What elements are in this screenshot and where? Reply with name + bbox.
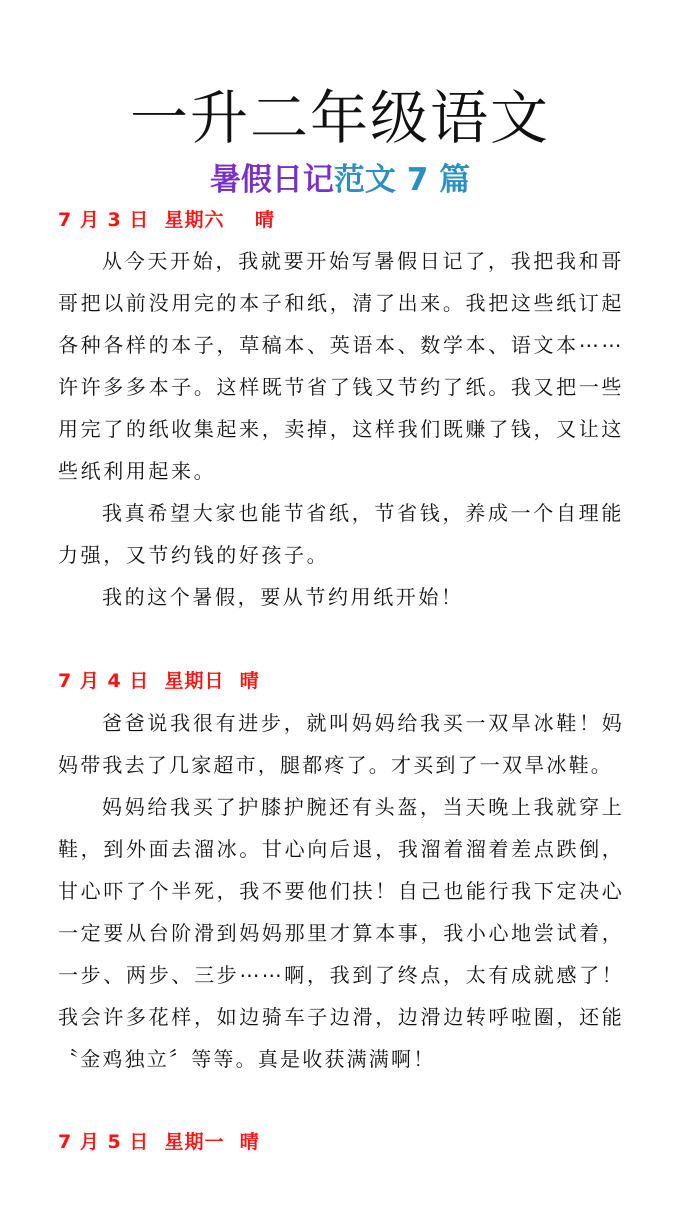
page-subtitle: [0, 158, 680, 202]
entry-2-paragraph-1: 爸爸说我很有进步，就叫妈妈给我买一双旱冰鞋！妈妈带我去了几家超市，腿都疼了。才买到了一双旱冰鞋。: [58, 711, 624, 777]
entry-2-paragraph-2: 妈妈给我买了护膝护腕还有头盔，当天晚上我就穿上鞋，到外面去溜冰。甘心向后退，我溜着溜着差点跌倒，甘心吓了个半死，我不要他们扶！自己也能行我下定决心一定要从台阶滑到妈妈那里才算本事，我小心地尝试着，一步、两步、三步⋯⋯啊，我到了终点，太有成就感了！我会许多花样，如边骑车子边滑，边滑边转呼啦圈，还能〝金鸡独立〞等等。真是收获满满啊！: [58, 795, 624, 1071]
page-title: 一升二年级语文: [129, 84, 550, 152]
entry-date-2: 7 月 4 日 星期日 晴: [58, 670, 260, 692]
entry-date-3: 7 月 5 日 星期一 晴: [58, 1131, 260, 1153]
subtitle-part-2: 范文 7 篇: [333, 162, 471, 198]
entry-1-paragraph-1: 从今天开始，我就要开始写暑假日记了，我把我和哥哥把以前没用完的本子和纸，清了出来。我把这些纸订起各种各样的本子，草稿本、英语本、数学本、语文本⋯⋯许许多多本子。这样既节省了钱又节约了纸。我又把一些用完了的纸收集起来，卖掉，这样我们既赚了钱，又让这些纸利用起来。: [58, 249, 624, 483]
subtitle-part-1: 暑假日记: [209, 162, 334, 198]
entry-1-paragraph-2: 我真希望大家也能节省纸，节省钱，养成一个自理能力强，又节约钱的好孩子。: [58, 501, 624, 567]
entry-date-1: 7 月 3 日 星期六 晴: [58, 209, 275, 231]
entry-1-paragraph-3: 我的这个暑假，要从节约用纸开始！: [102, 585, 464, 609]
